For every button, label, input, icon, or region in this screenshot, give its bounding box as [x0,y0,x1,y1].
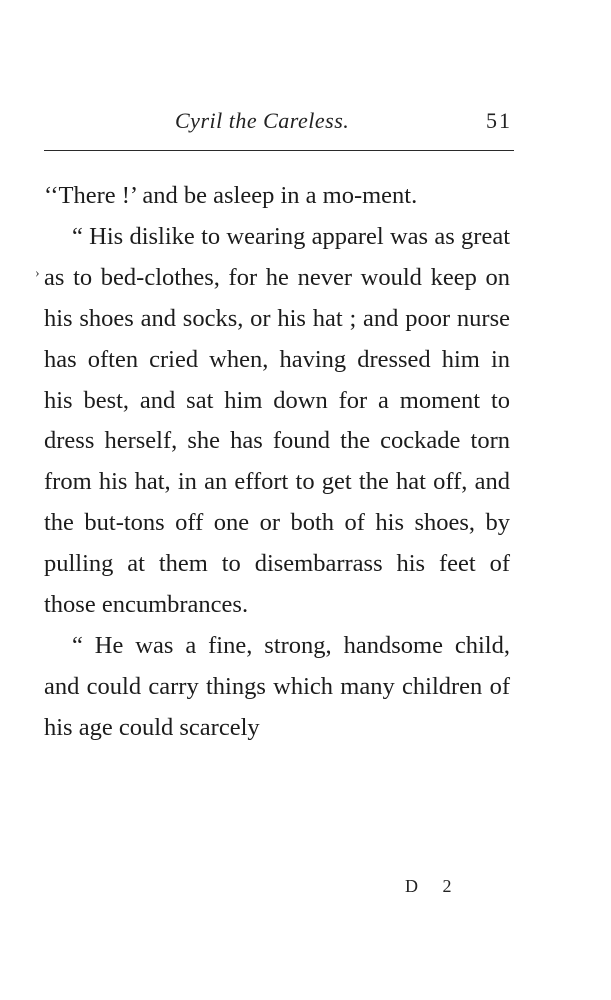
paragraph-2: “ His dislike to wearing apparel was as great as to bed-clothes, for he never would keep on his shoes and socks, or his hat ; and poor nurse has often cried when, having dressed him in his best, and sat him down for a moment to dress herself, she has found the cockade torn from his hat, in an effort to get the hat off, and the but-tons off one or both of his shoes, by pulling at them to disembarrass his feet of those encumbrances. [44,222,510,619]
body-text [44,176,510,749]
paragraph-3: “ He was a fine, strong, handsome child, and could carry things which many children of his age could scarcely [44,631,510,741]
running-title: Cyril the Careless. [175,108,350,133]
paragraph-1: ‘‘There !’ and be asleep in a mo-ment. [44,182,418,209]
page-number: 51 [486,108,512,133]
margin-mark: › [35,266,40,281]
signature-mark: D 2 [405,876,462,896]
header-rule [44,150,514,151]
running-head [44,104,514,144]
